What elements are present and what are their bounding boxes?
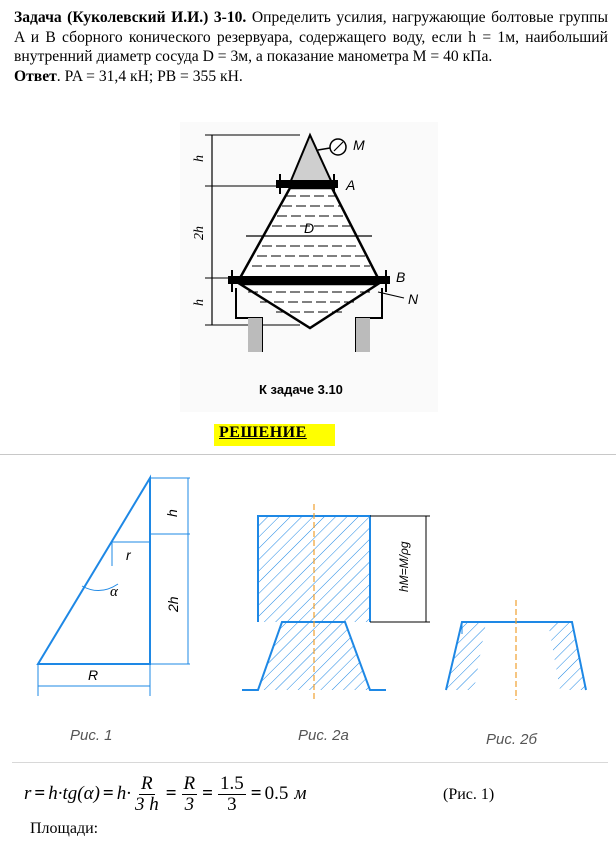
fig1-2h: 2h bbox=[165, 596, 181, 612]
formula-result: 0.5 bbox=[264, 783, 289, 804]
areas-label: Площади: bbox=[30, 820, 99, 837]
problem-title: Задача (Куколевский И.И.) 3-10. bbox=[14, 9, 247, 26]
label-D: D bbox=[304, 220, 315, 236]
fig2b bbox=[446, 600, 586, 700]
frac2: $\frac{R}{3}$ bbox=[183, 772, 196, 815]
figure-caption: К задаче 3.10 bbox=[259, 382, 343, 397]
formula-unit: м bbox=[294, 783, 307, 804]
fig1-r: r bbox=[126, 547, 131, 563]
formula-lhs: r bbox=[24, 783, 32, 804]
label-N: N bbox=[408, 291, 419, 307]
fig1-R: R bbox=[88, 667, 99, 683]
formula-part2: h· bbox=[116, 783, 131, 804]
fig2b-caption: Рис. 2б bbox=[486, 731, 537, 748]
frac3: $\frac{1.5}{3}$ bbox=[219, 772, 244, 815]
problem-text: Определить усилия, нагружающие болтовые группы A и B сборного конического резервуара, содержащего воду, если h = 1м, наибольший внутренний диаметр сосуда D = 3м, а показание манометра M = 40 кПа. bbox=[14, 9, 609, 66]
divider bbox=[0, 454, 616, 455]
formula-r: r = h·tg(α) = h· $\frac{R}{3 h}$ = $\frac{R}{3}$ = $\frac{1.5}{3}$ = 0.5 м bbox=[24, 772, 307, 815]
dim-2h: 2h bbox=[192, 226, 207, 240]
formula-part1: h·tg(α) bbox=[48, 783, 100, 804]
tank-figure bbox=[0, 0, 616, 420]
label-M: M bbox=[353, 137, 365, 153]
solution-figures bbox=[0, 456, 616, 761]
answer-text: . PA = 31,4 кН; PB = 355 кН. bbox=[56, 67, 243, 85]
fig2a-caption: Рис. 2а bbox=[298, 727, 349, 744]
answer-label: Ответ bbox=[14, 67, 57, 85]
fig1-alpha: α bbox=[110, 584, 118, 600]
dim-h-bottom: h bbox=[192, 299, 207, 306]
solution-heading: РЕШЕНИЕ bbox=[219, 424, 307, 441]
formula-ref: (Рис. 1) bbox=[443, 786, 495, 803]
fig2a bbox=[242, 504, 430, 702]
dim-h-top: h bbox=[192, 155, 207, 162]
fig1-h: h bbox=[164, 509, 180, 517]
fig1-caption: Рис. 1 bbox=[70, 727, 113, 744]
fig2a-hm: hM=M/ρg bbox=[397, 541, 411, 592]
label-B: B bbox=[396, 269, 406, 285]
frac1: $\frac{R}{3 h}$ bbox=[134, 772, 159, 815]
label-A: A bbox=[346, 177, 356, 193]
